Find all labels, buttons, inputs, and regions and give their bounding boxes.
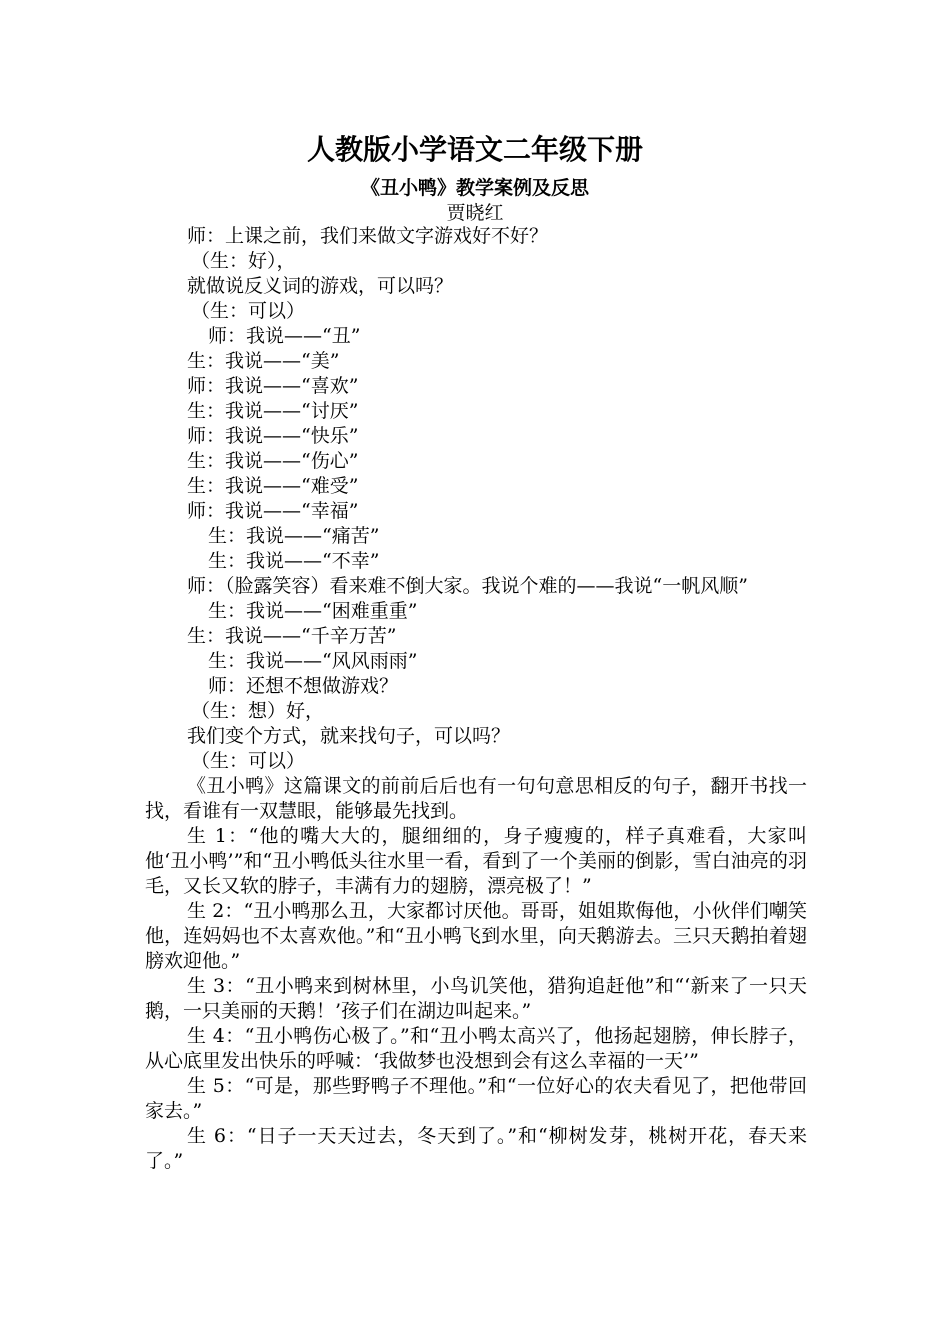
- dialogue-line: 生：我说——“美”: [187, 350, 340, 372]
- dialogue-line: 师：我说——“丑”: [208, 325, 361, 347]
- dialogue-line: 生：我说——“风风雨雨”: [208, 650, 418, 672]
- dialogue-line: 师：我说——“喜欢”: [187, 375, 359, 397]
- dialogue-line: 生：我说——“困难重重”: [208, 600, 418, 622]
- document-subtitle: 《丑小鸭》教学案例及反思: [360, 177, 589, 199]
- dialogue-line: 生：我说——“不幸”: [208, 550, 380, 572]
- body-paragraph: 《丑小鸭》这篇课文的前前后后也有一句句意思相反的句子，翻开书找一找，看谁有一双慧眼，能够最先找到。: [145, 775, 807, 822]
- dialogue-line: （生：可以）: [191, 300, 306, 322]
- body-paragraph: 生 6：“日子一天天过去，冬天到了。”和“柳树发芽，桃树开花，春天来了。”: [145, 1125, 807, 1172]
- body-paragraph: 生 1：“他的嘴大大的，腿细细的，身子瘦瘦的，样子真难看，大家叫他‘丑小鸭’”和“丑小鸭低头往水里一看，看到了一个美丽的倒影，雪白油亮的羽毛，又长又软的脖子，丰满有力的翅膀，漂亮极了！”: [145, 825, 807, 897]
- dialogue-line: 生：我说——“千辛万苦”: [187, 625, 397, 647]
- body-paragraph: 生 3：“丑小鸭来到树林里，小鸟讥笑他，猎狗追赶他”和“‘新来了一只天鹅，一只美丽的天鹅！’孩子们在湖边叫起来。”: [145, 975, 807, 1022]
- dialogue-line: （生：想）好，: [191, 700, 325, 722]
- dialogue-line: 师：我说——“幸福”: [187, 500, 359, 522]
- author-name: 贾晓红: [446, 202, 504, 224]
- document-body: [145, 224, 807, 1174]
- document-title: 人教版小学语文二年级下册: [306, 133, 643, 166]
- body-paragraph: 生 2：“丑小鸭那么丑，大家都讨厌他。哥哥，姐姐欺侮他，小伙伴们嘲笑他，连妈妈也不太喜欢他。”和“丑小鸭飞到水里，向天鹅游去。三只天鹅拍着翅膀欢迎他。”: [145, 900, 807, 972]
- dialogue-line: 生：我说——“讨厌”: [187, 400, 359, 422]
- body-paragraph: 生 5：“可是，那些野鸭子不理他。”和“一位好心的农夫看见了，把他带回家去。”: [145, 1075, 807, 1122]
- body-paragraph: 生 4：“丑小鸭伤心极了。”和“丑小鸭太高兴了，他扬起翅膀，伸长脖子，从心底里发出快乐的呼喊：‘我做梦也没想到会有这么幸福的一天’”: [145, 1025, 807, 1072]
- dialogue-line: （生：可以）: [191, 750, 306, 772]
- dialogue-line: 我们变个方式，就来找句子，可以吗？: [187, 725, 511, 747]
- dialogue-line: 师：（脸露笑容）看来难不倒大家。我说个难的——我说“一帆风顺”: [187, 575, 748, 597]
- dialogue-line: 生：我说——“伤心”: [187, 450, 359, 472]
- dialogue-line: 生：我说——“难受”: [187, 475, 359, 497]
- dialogue-line: 师：我说——“快乐”: [187, 425, 359, 447]
- dialogue-line: （生：好），: [191, 250, 296, 272]
- dialogue-line: 师：还想不想做游戏？: [208, 675, 399, 697]
- dialogue-line: 师：上课之前，我们来做文字游戏好不好？: [187, 225, 549, 247]
- dialogue-line: 生：我说——“痛苦”: [208, 525, 380, 547]
- dialogue-line: 就做说反义词的游戏，可以吗？: [187, 275, 454, 297]
